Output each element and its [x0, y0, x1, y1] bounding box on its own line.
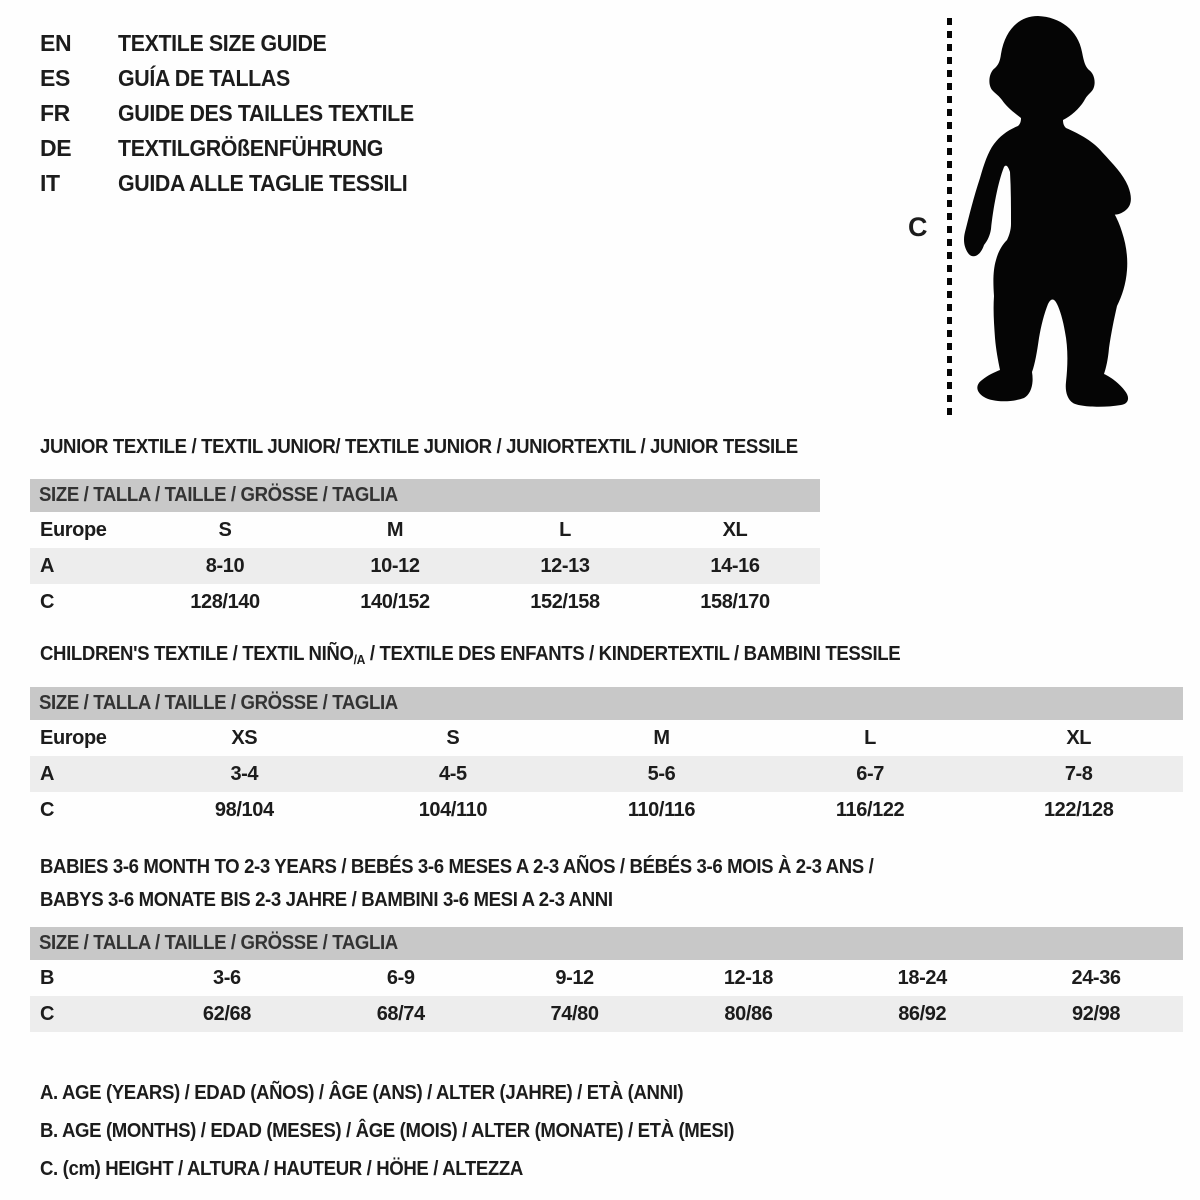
- table-cell: 128/140: [190, 590, 260, 613]
- table-cell: 158/170: [700, 590, 770, 613]
- table-row-height: [30, 792, 1183, 828]
- table-cell: L: [864, 726, 876, 749]
- table-cell: 62/68: [202, 1002, 251, 1025]
- row-label: C: [40, 798, 55, 821]
- table-cell: M: [386, 518, 404, 541]
- table-cell: 4-5: [439, 762, 467, 785]
- table-row-age-months: [30, 960, 1183, 996]
- language-label: GUÍA DE TALLAS: [118, 65, 290, 91]
- table-cell: 18-24: [897, 966, 947, 989]
- height-measure-label: C: [908, 212, 928, 242]
- table-cell: 80/86: [724, 1002, 773, 1025]
- table-cell: 12-13: [540, 554, 590, 577]
- heading-text: [40, 641, 900, 669]
- language-code: ES: [40, 65, 70, 91]
- table-cell: S: [218, 518, 232, 541]
- row-label: Europe: [40, 726, 107, 749]
- table-row-height: [30, 584, 820, 620]
- language-row-es: [40, 61, 436, 96]
- language-guide: [40, 26, 436, 201]
- table-cell: 110/116: [627, 798, 696, 821]
- language-label: TEXTILE SIZE GUIDE: [118, 30, 327, 56]
- language-code: IT: [40, 170, 60, 196]
- table-cell: 98/104: [214, 798, 274, 821]
- row-label: C: [40, 590, 55, 613]
- table-cell: 12-18: [723, 966, 773, 989]
- row-label: Europe: [40, 518, 107, 541]
- babies-section-heading: [40, 851, 936, 917]
- table-cell: 92/98: [1072, 1002, 1121, 1025]
- table-cell: 86/92: [898, 1002, 947, 1025]
- language-row-it: [40, 166, 436, 201]
- table-cell: M: [653, 726, 670, 749]
- table-cell: L: [559, 518, 571, 541]
- language-row-de: [40, 131, 436, 166]
- size-bar: [30, 927, 1183, 960]
- heading-part: CHILDREN'S TEXTILE / TEXTIL NIÑO: [40, 643, 354, 665]
- table-row-europe: [30, 512, 820, 548]
- table-cell: 3-4: [230, 762, 259, 785]
- legend-text: C. (cm) HEIGHT / ALTURA / HAUTEUR / HÖHE / ALTEZZA: [40, 1158, 523, 1180]
- junior-section-heading: [40, 434, 855, 460]
- table-cell: XS: [231, 726, 258, 749]
- table-cell: 6-9: [386, 966, 415, 989]
- table-cell: 9-12: [555, 966, 594, 989]
- table-cell: XL: [722, 518, 748, 541]
- row-label: A: [40, 762, 55, 785]
- language-code: FR: [40, 100, 70, 126]
- table-cell: 6-7: [856, 762, 884, 785]
- table-row-europe: [30, 720, 1183, 756]
- table-cell: S: [446, 726, 460, 749]
- legend-line-c: [40, 1150, 786, 1188]
- language-code: EN: [40, 30, 72, 56]
- legend-text: A. AGE (YEARS) / EDAD (AÑOS) / ÂGE (ANS) / ALTER (JAHRE) / ETÀ (ANNI): [40, 1082, 684, 1104]
- legend-line-b: [40, 1112, 786, 1150]
- table-cell: XL: [1066, 726, 1092, 749]
- language-row-fr: [40, 96, 436, 131]
- table-cell: 68/74: [376, 1002, 425, 1025]
- babies-size-table: [30, 927, 1183, 1032]
- table-row-age: [30, 548, 820, 584]
- children-size-table: [30, 687, 1183, 828]
- table-row-height: [30, 996, 1183, 1032]
- table-cell: 5-6: [647, 762, 676, 785]
- toddler-silhouette-icon: [960, 14, 1135, 419]
- heading-text: JUNIOR TEXTILE / TEXTIL JUNIOR/ TEXTILE JUNIOR / JUNIORTEXTIL / JUNIOR TESSILE: [40, 436, 798, 458]
- size-bar-text: SIZE / TALLA / TAILLE / GRÖSSE / TAGLIA: [39, 932, 398, 954]
- table-cell: 74/80: [550, 1002, 599, 1025]
- table-cell: 14-16: [710, 554, 760, 577]
- language-row-en: [40, 26, 436, 61]
- row-label: B: [40, 966, 55, 989]
- row-label: A: [40, 554, 55, 577]
- heading-part: / TEXTILE DES ENFANTS / KINDERTEXTIL / BAMBINI TESSILE: [365, 643, 901, 665]
- junior-size-table: [30, 479, 820, 620]
- table-cell: 152/158: [530, 590, 600, 613]
- table-cell: 140/152: [360, 590, 430, 613]
- language-label: GUIDA ALLE TAGLIE TESSILI: [118, 170, 408, 196]
- measurement-legend: [40, 1074, 786, 1188]
- legend-text: B. AGE (MONTHS) / EDAD (MESES) / ÂGE (MOIS) / ALTER (MONATE) / ETÀ (MESI): [40, 1120, 735, 1142]
- table-cell: 24-36: [1071, 966, 1121, 989]
- language-label: TEXTILGRÖßENFÜHRUNG: [118, 135, 384, 161]
- table-cell: 116/122: [835, 798, 905, 821]
- table-cell: 122/128: [1043, 798, 1114, 821]
- language-code: DE: [40, 135, 72, 161]
- table-cell: 10-12: [370, 554, 420, 577]
- heading-subscript: /A: [353, 652, 366, 667]
- size-bar-text: SIZE / TALLA / TAILLE / GRÖSSE / TAGLIA: [39, 484, 398, 506]
- table-cell: 8-10: [205, 554, 245, 577]
- row-label: C: [40, 1002, 55, 1025]
- table-cell: 3-6: [213, 966, 241, 989]
- legend-line-a: [40, 1074, 786, 1112]
- heading-line: BABIES 3-6 MONTH TO 2-3 YEARS / BEBÉS 3-6 MESES A 2-3 AÑOS / BÉBÉS 3-6 MOIS À 2-3 ANS /: [40, 856, 874, 878]
- heading-line: BABYS 3-6 MONATE BIS 2-3 JAHRE / BAMBINI 3-6 MESI A 2-3 ANNI: [40, 889, 613, 911]
- size-bar: [30, 687, 1183, 720]
- children-section-heading: [40, 641, 965, 669]
- size-bar-text: SIZE / TALLA / TAILLE / GRÖSSE / TAGLIA: [39, 692, 398, 714]
- size-bar: [30, 479, 820, 512]
- table-cell: 7-8: [1064, 762, 1093, 785]
- table-row-age: [30, 756, 1183, 792]
- table-cell: 104/110: [418, 798, 488, 821]
- height-measure-dashed-line: [947, 18, 952, 418]
- language-label: GUIDE DES TAILLES TEXTILE: [118, 100, 414, 126]
